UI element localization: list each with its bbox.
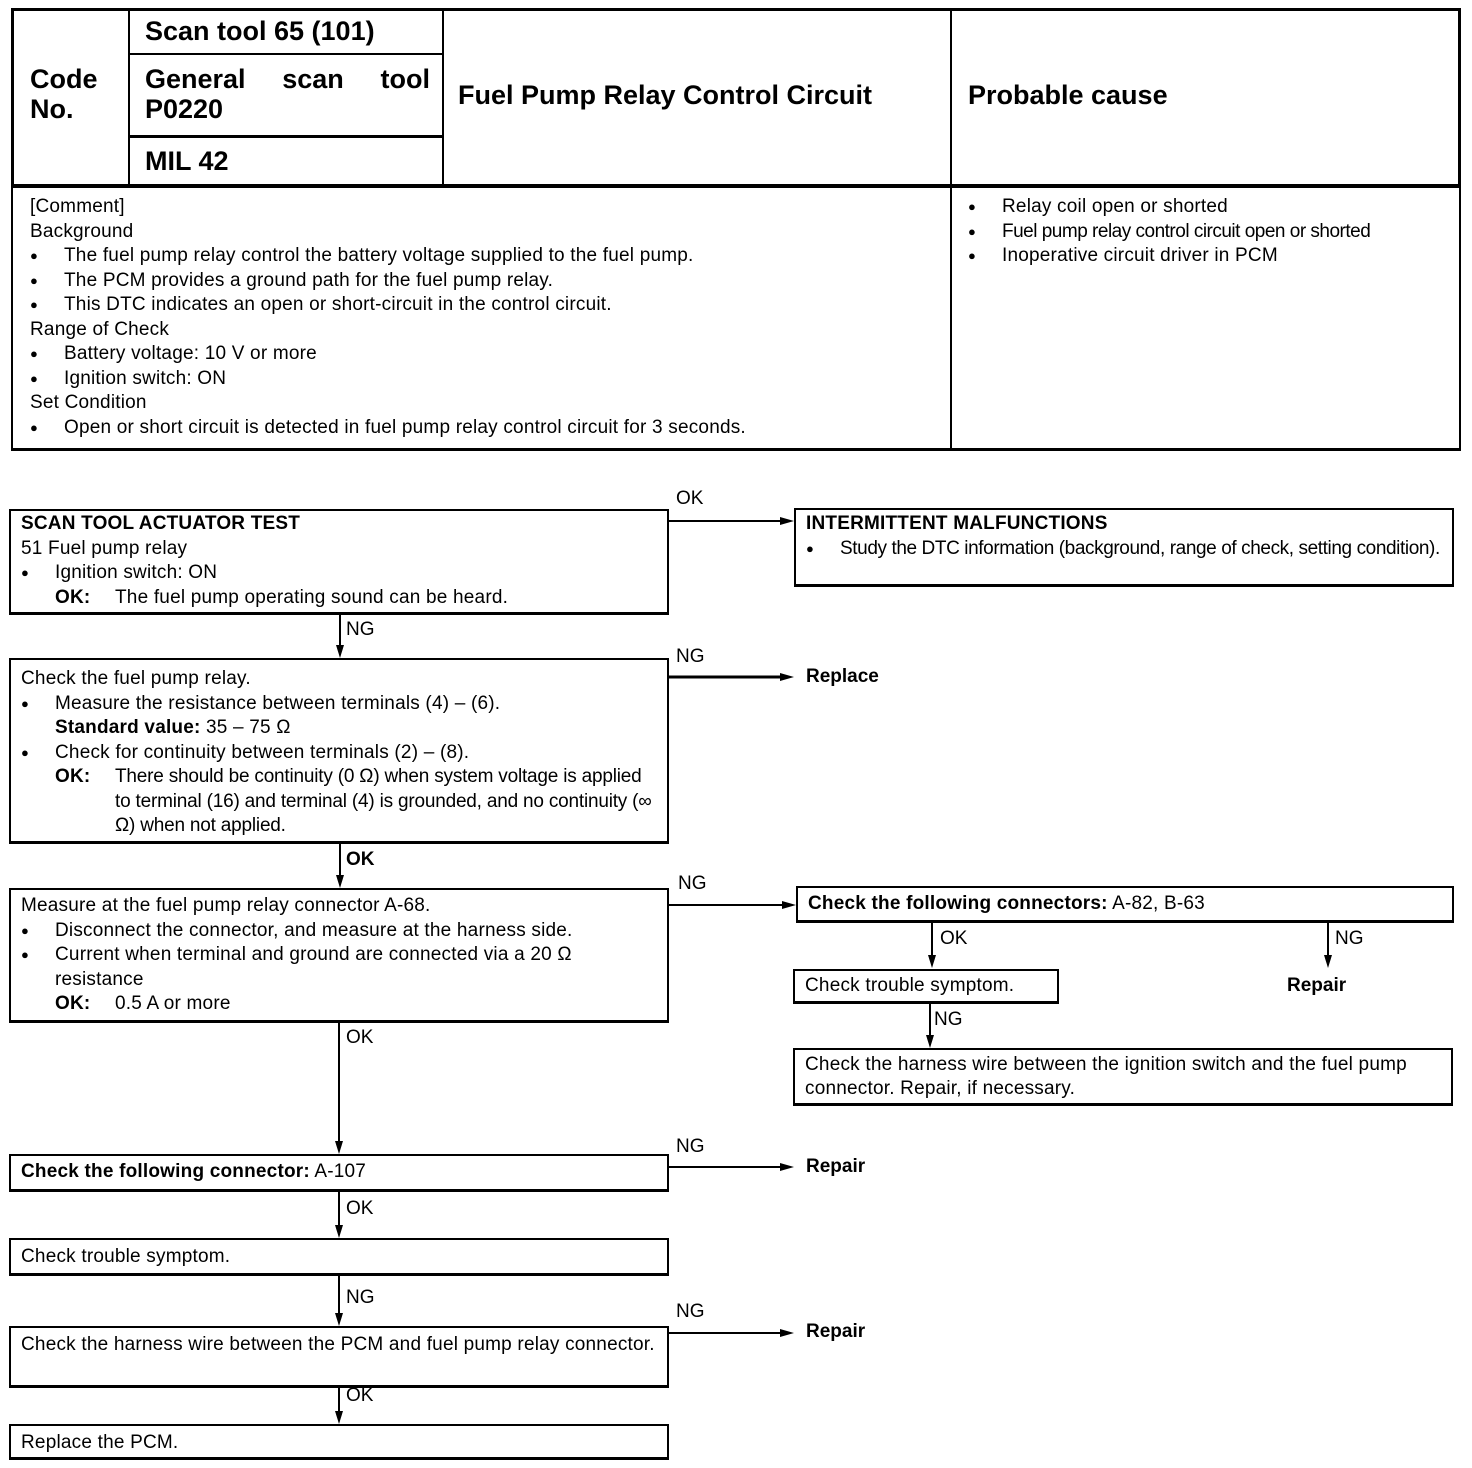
ok-key: OK: (55, 586, 91, 608)
arrow-down-icon (926, 1035, 934, 1048)
harness-ignition-text: Check the harness wire between the ignition switch and the fuel pump connector. Repair, if necessary. (805, 1054, 1407, 1099)
step2-bullet: ● Check for continuity between terminals (2) – (8). (21, 741, 657, 766)
ng-label: NG (346, 619, 375, 640)
ng-label: NG (934, 1009, 963, 1030)
repair-result: Repair (806, 1321, 866, 1342)
ok-label: OK (346, 849, 375, 870)
connector-title: Check the following connector: (21, 1161, 310, 1182)
comment-heading: [Comment] (30, 196, 125, 217)
repair-result: Repair (1287, 975, 1347, 996)
range-item: ● Battery voltage: 10 V or more (30, 342, 930, 367)
ng-label: NG (678, 873, 707, 894)
intermittent-bullet: ● Study the DTC information (background, range of check, setting condition). (806, 537, 1442, 560)
scan-tool-code: Scan tool 65 (101) (145, 16, 375, 46)
arrow-right-icon (780, 517, 794, 525)
ok-label: OK (676, 488, 704, 509)
set-condition-item: ● Open or short circuit is detected in fuel pump relay control circuit for 3 seconds. (30, 416, 930, 441)
background-item: ● The PCM provides a ground path for the fuel pump relay. (30, 269, 930, 294)
repair-result: Repair (806, 1156, 866, 1177)
ng-label: NG (346, 1287, 375, 1308)
step1-title: SCAN TOOL ACTUATOR TEST (21, 513, 301, 534)
arrow-down-icon (335, 1225, 343, 1238)
step1-bullet: ● Ignition switch: ON (21, 561, 657, 586)
arrow-down-icon (336, 875, 344, 888)
set-condition-label: Set Condition (30, 392, 147, 413)
probable-cause-label: Probable cause (968, 80, 1168, 110)
step3-bullet: ● Disconnect the connector, and measure at the harness side. (21, 919, 657, 944)
ok-key: OK: (55, 766, 91, 787)
harness-pcm-text: Check the harness wire between the PCM and fuel pump relay connector. (21, 1334, 655, 1355)
ng-label: NG (676, 1136, 705, 1157)
step1-line: 51 Fuel pump relay (21, 537, 188, 559)
arrow-down-icon (335, 1313, 343, 1326)
connector-id: A-107 (314, 1161, 367, 1182)
ok-label: OK (346, 1027, 374, 1048)
probable-cause-item: ● Fuel pump relay control circuit open or shorted (968, 220, 1448, 245)
intermittent-title: INTERMITTENT MALFUNCTIONS (806, 513, 1108, 534)
standard-value: 35 – 75 Ω (206, 717, 291, 738)
trouble-symptom-text: Check trouble symptom. (21, 1246, 231, 1267)
ok-label: OK (940, 928, 968, 949)
arrow-down-icon (335, 1411, 343, 1424)
arrow-down-icon (928, 955, 936, 968)
arrow-right-icon (780, 1329, 794, 1337)
arrow-right-icon (780, 673, 794, 681)
replace-result: Replace (806, 666, 879, 687)
ok-label: OK (346, 1385, 374, 1406)
arrow-right-icon (780, 1163, 794, 1171)
ok-text: There should be continuity (0 Ω) when system voltage is applied to terminal (16) and terminal (4) is grounded, and no continuity (∞ Ω) when not applied. (115, 766, 652, 836)
mil-code: MIL 42 (145, 146, 229, 176)
arrow-right-icon (782, 901, 796, 909)
connectors-list: A-82, B-63 (1112, 893, 1205, 914)
step3-title: Measure at the fuel pump relay connector A-68. (21, 895, 431, 916)
dtc-title: Fuel Pump Relay Control Circuit (458, 80, 873, 110)
connectors-title: Check the following connectors: (808, 893, 1108, 914)
ok-label: OK (346, 1198, 374, 1219)
arrow-down-icon (335, 1141, 343, 1154)
arrow-down-icon (336, 645, 344, 658)
standard-key: Standard value: (55, 717, 201, 738)
step2-title: Check the fuel pump relay. (21, 668, 251, 689)
ng-label: NG (676, 646, 705, 667)
general-scan-tool-code: General scan tool P0220 (145, 64, 430, 124)
step3-bullet: ● Current when terminal and ground are connected via a 20 Ω resistance (21, 943, 657, 992)
trouble-symptom-text: Check trouble symptom. (805, 975, 1015, 996)
probable-cause-item: ● Inoperative circuit driver in PCM (968, 244, 1448, 269)
ok-text: The fuel pump operating sound can be heard. (115, 586, 509, 608)
range-item: ● Ignition switch: ON (30, 367, 930, 392)
arrow-down-icon (1324, 955, 1332, 968)
probable-cause-item: ● Relay coil open or shorted (968, 195, 1448, 220)
step2-bullet: ● Measure the resistance between terminals (4) – (6). (21, 692, 657, 717)
background-item: ● This DTC indicates an open or short-circuit in the control circuit. (30, 293, 930, 318)
ng-label: NG (676, 1301, 705, 1322)
replace-pcm-text: Replace the PCM. (21, 1432, 179, 1453)
range-label: Range of Check (30, 318, 170, 340)
ok-text: 0.5 A or more (115, 993, 231, 1014)
ng-label: NG (1335, 928, 1364, 949)
ok-key: OK: (55, 993, 91, 1014)
code-no-label: Code No. (30, 64, 98, 124)
background-item: ● The fuel pump relay control the battery voltage supplied to the fuel pump. (30, 244, 930, 269)
background-label: Background (30, 220, 134, 242)
